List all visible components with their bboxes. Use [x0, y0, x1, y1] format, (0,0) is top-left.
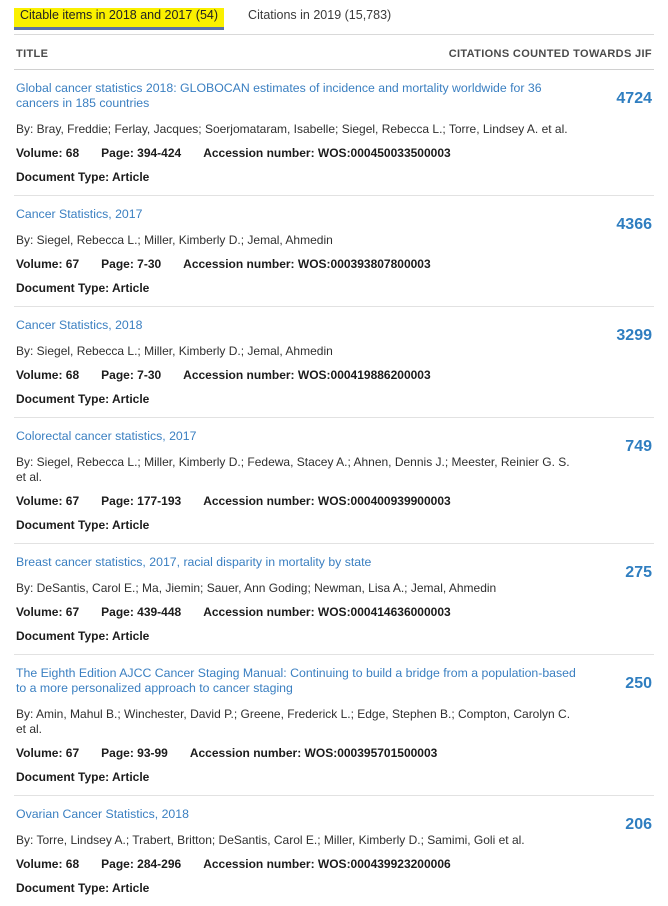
- record-meta: [16, 857, 580, 872]
- record-details: [16, 807, 594, 896]
- record-authors: By: Amin, Mahul B.; Winchester, David P.; Greene, Frederick L.; Edge, Stephen B.; Compton, Carolyn C. et al.: [16, 707, 571, 736]
- record-doctype: Document Type: Article: [16, 518, 150, 532]
- record-page: Page: 394-424: [101, 146, 182, 160]
- record-accession: Accession number: WOS:000450033500003: [203, 146, 451, 160]
- record-accession: Accession number: WOS:000419886200003: [183, 368, 431, 382]
- column-header-title: TITLE: [16, 48, 49, 60]
- record-accession: Accession number: WOS:000395701500003: [189, 746, 438, 760]
- record-doctype: Document Type: Article: [16, 629, 150, 643]
- record-doctype: Document Type: Article: [16, 881, 150, 895]
- table-row: [14, 70, 654, 196]
- tab-bar: [14, 0, 654, 34]
- record-doctype: Document Type: Article: [16, 392, 150, 406]
- record-page: Page: 93-99: [101, 746, 168, 760]
- record-volume: Volume: 68: [16, 857, 80, 871]
- column-headers: [14, 35, 654, 70]
- table-row: [14, 418, 654, 544]
- record-details: [16, 207, 594, 296]
- record-volume: Volume: 67: [16, 494, 80, 508]
- record-authors: By: Siegel, Rebecca L.; Miller, Kimberly D.; Jemal, Ahmedin: [16, 344, 333, 358]
- record-details: [16, 555, 594, 644]
- tab-citations[interactable]: [242, 8, 397, 29]
- record-authors: By: Siegel, Rebecca L.; Miller, Kimberly D.; Fedewa, Stacey A.; Ahnen, Dennis J.; Meester, Reinier G. S. et al.: [16, 455, 570, 484]
- record-meta: [16, 605, 580, 620]
- record-citation-count[interactable]: 4724: [616, 90, 652, 107]
- tab-citable-items-label: Citable items in 2018 and 2017 (54): [20, 8, 219, 22]
- record-authors: By: Bray, Freddie; Ferlay, Jacques; Soerjomataram, Isabelle; Siegel, Rebecca L.; Torre, Lindsey A. et al.: [16, 122, 568, 136]
- record-accession: Accession number: WOS:000393807800003: [183, 257, 431, 271]
- record-title-link[interactable]: Global cancer statistics 2018: GLOBOCAN estimates of incidence and mortality worldwide for 36 cancers in 185 countries: [16, 81, 542, 110]
- record-details: [16, 429, 594, 533]
- record-volume: Volume: 67: [16, 605, 80, 619]
- record-citation-count[interactable]: 4366: [616, 216, 652, 233]
- record-title-link[interactable]: Breast cancer statistics, 2017, racial disparity in mortality by state: [16, 555, 372, 569]
- record-title-link[interactable]: Cancer Statistics, 2018: [16, 318, 143, 332]
- tab-citable-items[interactable]: [14, 8, 224, 29]
- record-meta: [16, 746, 580, 761]
- record-accession: Accession number: WOS:000439923200006: [203, 857, 451, 871]
- record-page: Page: 439-448: [101, 605, 182, 619]
- record-details: [16, 81, 594, 185]
- record-page: Page: 177-193: [101, 494, 182, 508]
- record-meta: [16, 494, 580, 509]
- record-volume: Volume: 68: [16, 368, 80, 382]
- record-citation-count[interactable]: 3299: [616, 327, 652, 344]
- record-details: [16, 666, 594, 785]
- tab-citations-label: Citations in 2019 (15,783): [248, 8, 392, 22]
- record-title-link[interactable]: The Eighth Edition AJCC Cancer Staging Manual: Continuing to build a bridge from a population-based to a more personalized approach to cancer staging: [16, 666, 576, 695]
- record-page: Page: 7-30: [101, 257, 162, 271]
- record-title-link[interactable]: Colorectal cancer statistics, 2017: [16, 429, 197, 443]
- record-citation-count[interactable]: 250: [625, 675, 652, 692]
- record-doctype: Document Type: Article: [16, 281, 150, 295]
- record-accession: Accession number: WOS:000414636000003: [203, 605, 451, 619]
- record-volume: Volume: 68: [16, 146, 80, 160]
- record-volume: Volume: 67: [16, 746, 80, 760]
- table-row: [14, 196, 654, 307]
- record-page: Page: 7-30: [101, 368, 162, 382]
- record-doctype: Document Type: Article: [16, 170, 150, 184]
- record-details: [16, 318, 594, 407]
- record-authors: By: Torre, Lindsey A.; Trabert, Britton; DeSantis, Carol E.; Miller, Kimberly D.; Samimi, Goli et al.: [16, 833, 525, 847]
- record-accession: Accession number: WOS:000400939900003: [203, 494, 451, 508]
- table-row: [14, 544, 654, 655]
- table-row: [14, 655, 654, 796]
- record-volume: Volume: 67: [16, 257, 80, 271]
- record-page: Page: 284-296: [101, 857, 182, 871]
- column-header-citations: CITATIONS COUNTED TOWARDS JIF: [448, 48, 652, 60]
- record-meta: [16, 146, 580, 161]
- table-row: [14, 307, 654, 418]
- record-meta: [16, 257, 580, 272]
- record-title-link[interactable]: Cancer Statistics, 2017: [16, 207, 143, 221]
- record-citation-count[interactable]: 206: [625, 816, 652, 833]
- record-citation-count[interactable]: 275: [625, 564, 652, 581]
- record-citation-count[interactable]: 749: [625, 438, 652, 455]
- record-meta: [16, 368, 580, 383]
- table-row: [14, 796, 654, 906]
- record-authors: By: DeSantis, Carol E.; Ma, Jiemin; Sauer, Ann Goding; Newman, Lisa A.; Jemal, Ahmedin: [16, 581, 497, 595]
- record-title-link[interactable]: Ovarian Cancer Statistics, 2018: [16, 807, 189, 821]
- record-authors: By: Siegel, Rebecca L.; Miller, Kimberly D.; Jemal, Ahmedin: [16, 233, 333, 247]
- record-doctype: Document Type: Article: [16, 770, 150, 784]
